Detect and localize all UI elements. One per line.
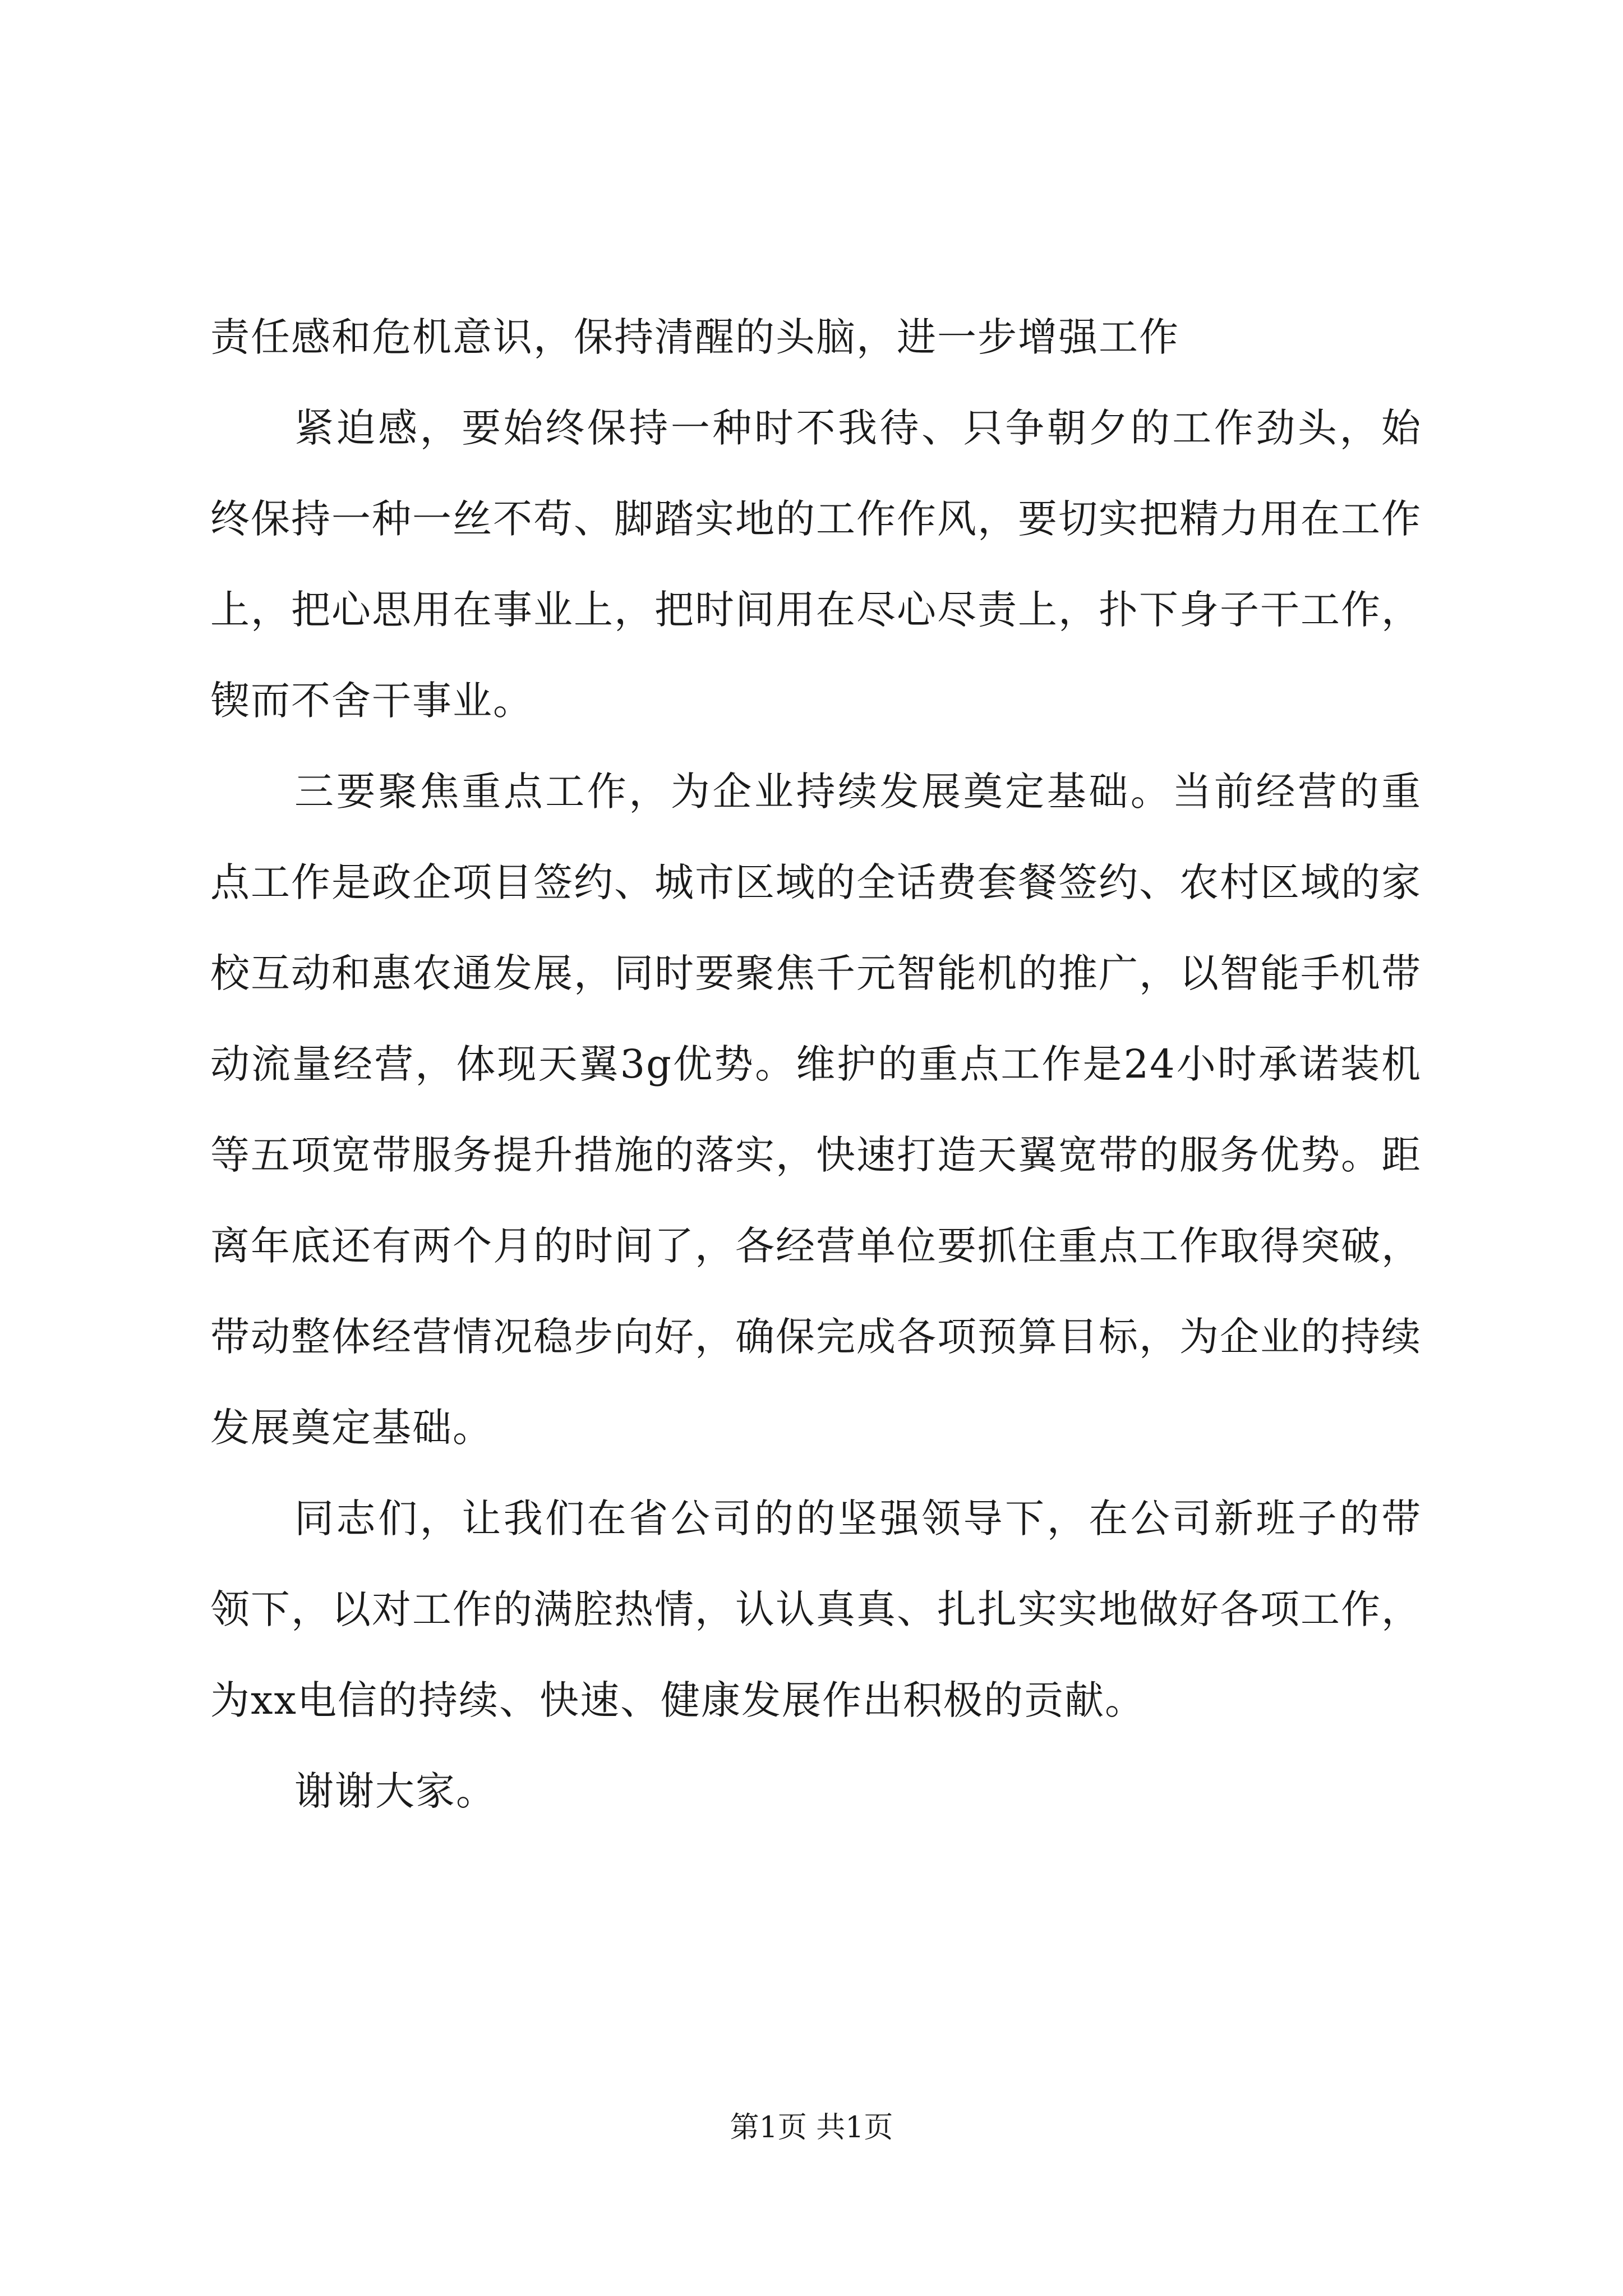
page-indicator: 第1页 共1页	[730, 2111, 893, 2145]
document-body	[210, 292, 1422, 1837]
paragraph-thanks: 谢谢大家。	[294, 1768, 496, 1814]
page-footer	[0, 2108, 1623, 2147]
paragraph-closing-call: 同志们，让我们在省公司的的坚强领导下，在公司新班子的带领下，以对工作的满腔热情，认认真真、扎扎实实地做好各项工作，为xx电信的持续、快速、健康发展作出积极的贡献。	[210, 1496, 1422, 1723]
paragraph-key-work: 三要聚焦重点工作，为企业持续发展奠定基础。当前经营的重点工作是政企项目签约、城市区域的全话费套餐签约、农村区域的家校互动和惠农通发展，同时要聚焦千元智能机的推广，以智能手机带动流量经营，体现天翼3g优势。维护的重点工作是24小时承诺装机等五项宽带服务提升措施的落实，快速打造天翼宽带的服务优势。距离年底还有两个月的时间了，各经营单位要抓住重点工作取得突破，带动整体经营情况稳步向好，确保完成各项预算目标，为企业的持续发展奠定基础。	[210, 769, 1422, 1451]
paragraph-continuation: 责任感和危机意识，保持清醒的头脑，进一步增强工作	[210, 314, 1179, 360]
paragraph-urgency: 紧迫感，要始终保持一种时不我待、只争朝夕的工作劲头，始终保持一种一丝不苟、脚踏实地的工作作风，要切实把精力用在工作上，把心思用在事业上，把时间用在尽心尽责上，扑下身子干工作，锲而不舍干事业。	[210, 405, 1422, 724]
